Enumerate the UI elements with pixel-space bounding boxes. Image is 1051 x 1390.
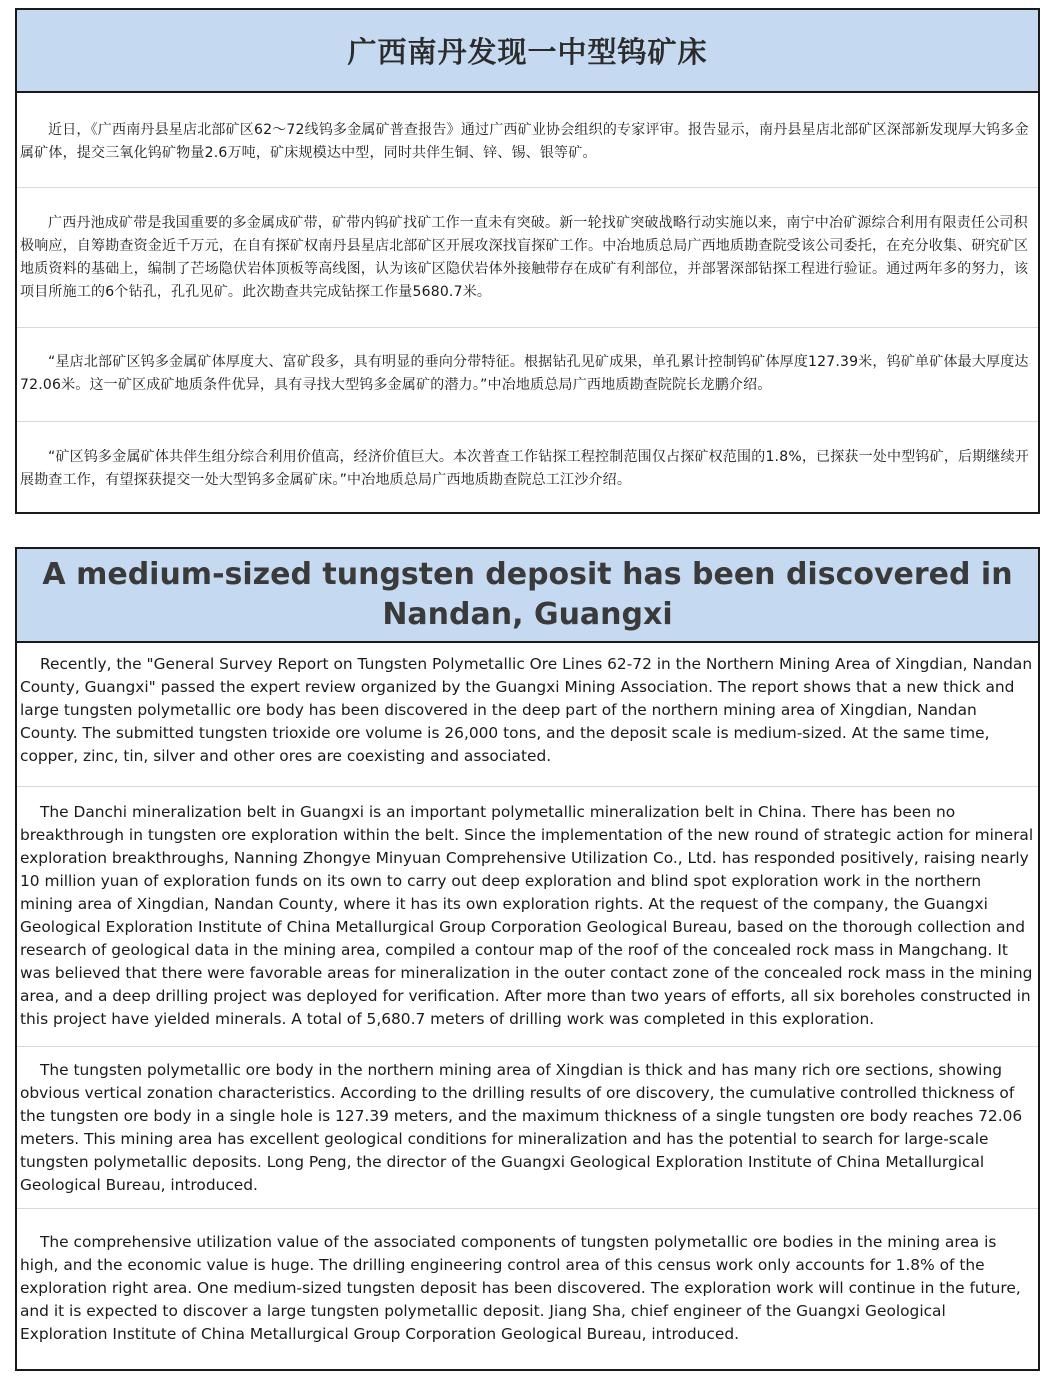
english-paragraph: The Danchi mineralization belt in Guangxi is an important polymetallic mineralization belt in China. There has been no breakthrough in tungsten ore exploration within the belt. Since the implementation of the new round of strategic action for mineral exploration breakthroughs, Nanning Zhongye Minyuan Comprehensive Utilization Co., Ltd. has responded positively, raising nearly 10 million yuan of exploration funds on its own to carry out deep exploration and blind spot exploration work in the northern mining area of Xingdian, Nandan County, where it has its own exploration rights. At the request of the company, the Guangxi Geological Exploration Institute of China Metallurgical Group Corporation Geological Bureau, based on the thorough collection and research of geological data in the mining area, compiled a contour map of the roof of the concealed rock mass in Mangchang. It was believed that there were favorable areas for mineralization in the outer contact zone of the concealed rock mass in the mining area, and a deep drilling project was deployed for verification. After more than two years of efforts, all six boreholes constructed in this project have yielded minerals. A total of 5,680.7 meters of drilling work was completed in this exploration.	[17, 787, 1038, 1047]
chinese-paragraph: 广西丹池成矿带是我国重要的多金属成矿带，矿带内钨矿找矿工作一直未有突破。新一轮找矿突破战略行动实施以来，南宁中冶矿源综合利用有限责任公司积极响应，自筹勘查资金近千万元，在自有探矿权南丹县星店北部矿区开展攻深找盲探矿工作。中冶地质总局广西地质勘查院受该公司委托，在充分收集、研究矿区地质资料的基础上，编制了芒场隐伏岩体顶板等高线图，认为该矿区隐伏岩体外接触带存在成矿有利部位，并部署深部钻探工程进行验证。通过两年多的努力，该项目所施工的6个钻孔，孔孔见矿。此次勘查共完成钻探工作量5680.7米。	[17, 188, 1038, 328]
english-article-panel	[15, 547, 1040, 1371]
chinese-paragraph: 近日，《广西南丹县星店北部矿区62～72线钨多金属矿普查报告》通过广西矿业协会组织的专家评审。报告显示，南丹县星店北部矿区深部新发现厚大钨多金属矿体，提交三氧化钨矿物量2.6万吨，矿床规模达中型，同时共伴生铜、锌、锡、银等矿。	[17, 93, 1038, 188]
chinese-article-panel	[15, 8, 1040, 514]
english-title-band	[17, 549, 1038, 643]
chinese-paragraph: “矿区钨多金属矿体共伴生组分综合利用价值高，经济价值巨大。本次普查工作钻探工程控制范围仅占探矿权范围的1.8%，已探获一处中型钨矿，后期继续开展勘查工作，有望探获提交一处大型钨多金属矿床。”中冶地质总局广西地质勘查院总工江沙介绍。	[20, 449, 1030, 488]
chinese-title-band	[17, 10, 1038, 93]
chinese-paragraph: “星店北部矿区钨多金属矿体厚度大、富矿段多，具有明显的垂向分带特征。根据钻孔见矿成果，单孔累计控制钨矿体厚度127.39米，钨矿单矿体最大厚度达72.06米。这一矿区成矿地质条件优异，具有寻找大型钨多金属矿的潜力。”中冶地质总局广西地质勘查院院长龙鹏介绍。	[17, 328, 1038, 422]
english-paragraph: The tungsten polymetallic ore body in the northern mining area of Xingdian is thick and has many rich ore sections, showing obvious vertical zonation characteristics. According to the drilling results of ore discovery, the cumulative controlled thickness of the tungsten ore body in a single hole is 127.39 meters, and the maximum thickness of a single tungsten ore body reaches 72.06 meters. This mining area has excellent geological conditions for mineralization and has the potential to search for large-scale tungsten polymetallic deposits. Long Peng, the director of the Guangxi Geological Exploration Institute of China Metallurgical Geological Bureau, introduced.	[17, 1047, 1038, 1209]
chinese-title: 广西南丹发现一中型钨矿床	[347, 35, 708, 69]
english-title: A medium-sized tungsten deposit has been discovered in Nandan, Guangxi	[42, 557, 1013, 632]
english-paragraph: Recently, the "General Survey Report on Tungsten Polymetallic Ore Lines 62-72 in the Northern Mining Area of Xingdian, Nandan County, Guangxi" passed the expert review organized by the Guangxi Mining Association. The report shows that a new thick and large tungsten polymetallic ore body has been discovered in the deep part of the northern mining area of Xingdian, Nandan County. The submitted tungsten trioxide ore volume is 26,000 tons, and the deposit scale is medium-sized. At the same time, copper, zinc, tin, silver and other ores are coexisting and associated.	[17, 643, 1038, 787]
english-paragraph: The comprehensive utilization value of the associated components of tungsten polymetallic ore bodies in the mining area is high, and the economic value is huge. The drilling engineering control area of this census work only accounts for 1.8% of the exploration right area. One medium-sized tungsten deposit has been discovered. The exploration work will continue in the future, and it is expected to discover a large tungsten polymetallic deposit. Jiang Sha, chief engineer of the Guangxi Geological Exploration Institute of China Metallurgical Group Corporation Geological Bureau, introduced.	[20, 1233, 1021, 1343]
